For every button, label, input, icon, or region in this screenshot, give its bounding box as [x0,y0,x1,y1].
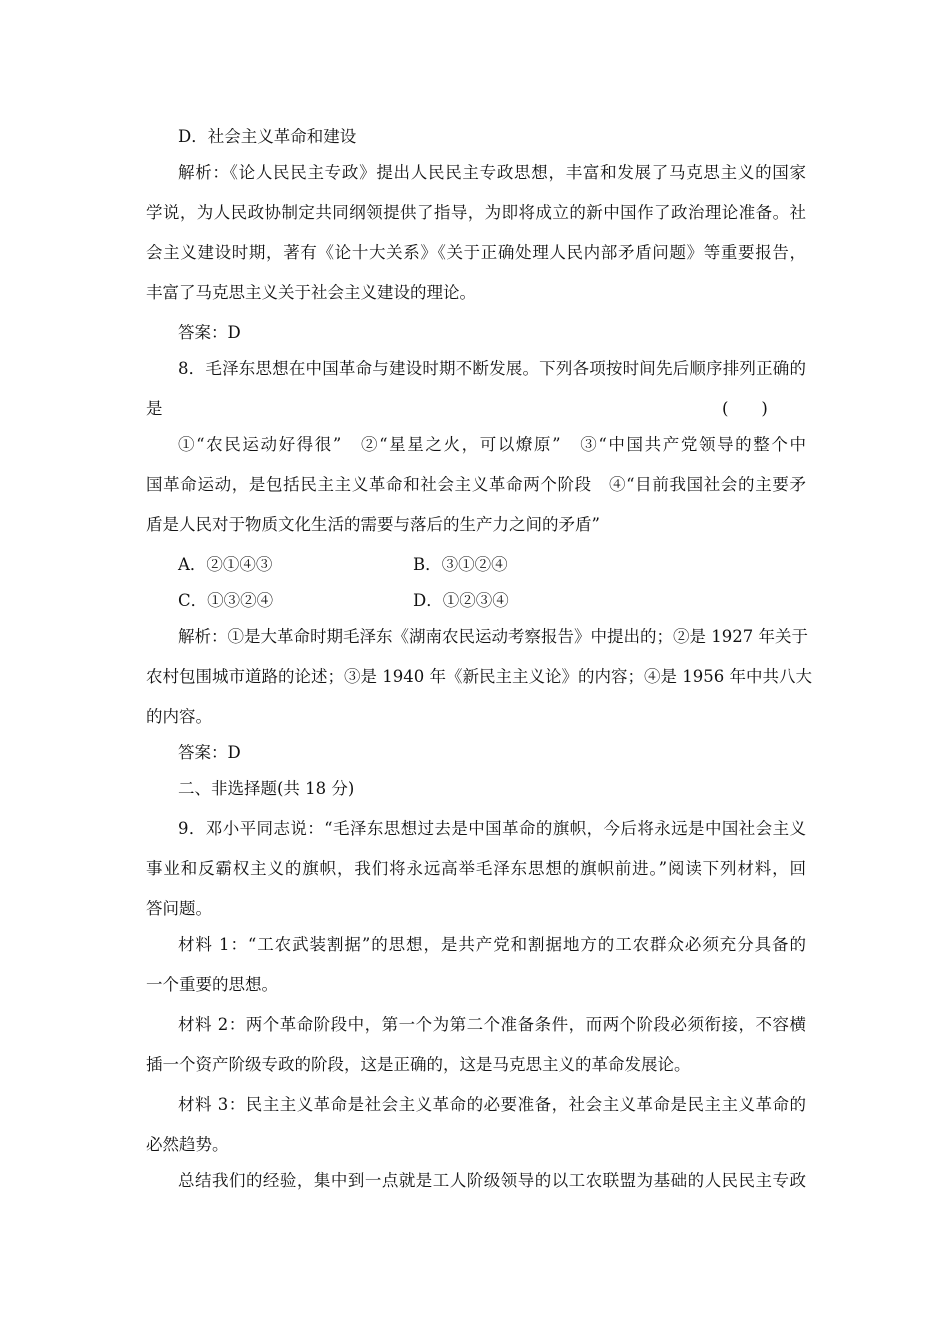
material-1: 一个重要的思想。 [146,975,278,994]
option-d: D．①②③④ [413,591,509,610]
material-2: 插一个资产阶级专政的阶段，这是正确的，这是马克思主义的革命发展论。 [146,1055,691,1074]
question-8-stem: 8．毛泽东思想在中国革命与建设时期不断发展。下列各项按时间先后顺序排列正确的 [178,359,806,378]
material-3: 总结我们的经验，集中到一点就是工人阶级领导的以工农联盟为基础的人民民主专政 [178,1171,806,1190]
question-9-stem: 事业和反霸权主义的旗帜，我们将永远高举毛泽东思想的旗帜前进。”阅读下列材料，回 [146,859,806,878]
material-2: 材料 2：两个革命阶段中，第一个为第二个准备条件，而两个阶段必须衔接，不容横 [178,1015,806,1034]
analysis-line: 解析：①是大革命时期毛泽东《湖南农民运动考察报告》中提出的；②是 1927 年关于 [178,627,808,646]
answer-line: 答案：D [178,323,241,342]
analysis-line: 的内容。 [146,707,212,726]
analysis-line: 解析：《论人民民主专政》提出人民民主专政思想，丰富和发展了马克思主义的国家 [178,163,806,182]
question-9-stem: 9．邓小平同志说：“毛泽东思想过去是中国革命的旗帜，今后将永远是中国社会主义 [178,819,806,838]
option-b: B．③①②④ [413,555,508,574]
question-8-stem: 是 [146,399,163,418]
answer-line: 答案：D [178,743,241,762]
analysis-line: 丰富了马克思主义关于社会主义建设的理论。 [146,283,476,302]
material-3: 必然趋势。 [146,1135,229,1154]
option-c: C．①③②④ [178,591,274,610]
material-3: 材料 3：民主主义革命是社会主义革命的必要准备，社会主义革命是民主主义革命的 [178,1095,806,1114]
option-a: A．②①④③ [178,555,273,574]
section-heading: 二、非选择题(共 18 分) [178,779,355,798]
question-8-items: 国革命运动，是包括民主主义革命和社会主义革命两个阶段 ④“目前我国社会的主要矛 [146,475,806,494]
answer-blank: ( ) [722,399,768,418]
question-8-items: ①“农民运动好得很” ②“星星之火，可以燎原” ③“中国共产党领导的整个中 [178,435,806,454]
question-9-stem: 答问题。 [146,899,212,918]
analysis-line: 农村包围城市道路的论述；③是 1940 年《新民主主义论》的内容；④是 1956 年中共八大 [146,667,812,686]
material-1: 材料 1：“工农武装割据”的思想，是共产党和割据地方的工农群众必须充分具备的 [178,935,806,954]
analysis-line: 会主义建设时期，著有《论十大关系》《关于正确处理人民内部矛盾问题》等重要报告， [146,243,806,262]
analysis-line: 学说，为人民政协制定共同纲领提供了指导，为即将成立的新中国作了政治理论准备。社 [146,203,806,222]
option-d-line: D．社会主义革命和建设 [178,127,357,146]
question-8-items: 盾是人民对于物质文化生活的需要与落后的生产力之间的矛盾” [146,515,600,534]
